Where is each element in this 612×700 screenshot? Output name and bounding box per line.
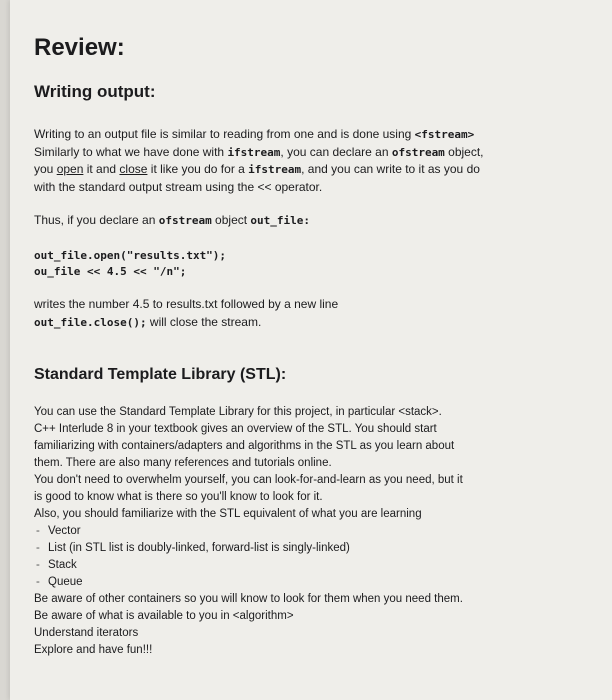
list-item: - Queue [34, 574, 574, 591]
stl-container-list [34, 523, 574, 591]
text: Thus, if you declare an [34, 213, 159, 227]
stl-line: familiarizing with containers/adapters and algorithms in the STL as you learn about [34, 440, 455, 452]
closing-line: Explore and have fun!!! [34, 644, 153, 656]
code-ofstream: ofstream [391, 145, 445, 159]
stl-line: You can use the Standard Template Library for this project, in particular <stack>. [34, 406, 442, 418]
stl-line: Also, you should familiarize with the STL equivalent of what you are learning [34, 508, 422, 520]
code-block [34, 248, 574, 280]
text: it like you do for a [147, 162, 249, 176]
stl-paragraph [34, 404, 574, 659]
page-title: Review: [34, 34, 125, 61]
text: , and you can write to it as you do [301, 162, 480, 176]
text: , you can declare an [280, 144, 392, 159]
intro-line-4: with the standard output stream using the << operator. [34, 179, 323, 194]
list-item: - List (in STL list is doubly-linked, forward-list is singly-linked) [34, 540, 574, 557]
list-item: - Vector [34, 523, 574, 540]
closing-line: Be aware of what is available to you in <algorithm> [34, 610, 294, 622]
text: object, [444, 144, 484, 159]
intro-line-1 [34, 126, 574, 144]
section-heading-writing-output: Writing output: [34, 82, 156, 101]
code-ofstream: ofstream [158, 214, 212, 227]
stl-line: C++ Interlude 8 in your textbook gives an overview of the STL. You should start [34, 423, 437, 435]
code-out-file: out_file: [250, 214, 311, 227]
text: object [211, 213, 251, 227]
stl-line: is good to know what is there so you'll know to look for it. [34, 491, 323, 503]
stl-line: them. There are also many references and tutorials online. [34, 457, 332, 469]
underlined-open: open [56, 162, 84, 176]
closing-line: Understand iterators [34, 627, 139, 639]
text: Writing to an output file is similar to reading from one and is done using [34, 127, 415, 141]
code-ifstream: ifstream [227, 145, 281, 159]
writes-paragraph [34, 296, 574, 331]
code-ifstream: ifstream [248, 163, 302, 176]
intro-line-2 [34, 144, 574, 162]
closing-line: Be aware of other containers so you will know to look for them when you need them. [34, 593, 463, 605]
intro-line-3 [34, 161, 574, 179]
writes-line-2 [34, 314, 574, 332]
declare-line [34, 212, 574, 230]
text: you [34, 162, 57, 176]
intro-paragraph [34, 126, 574, 196]
text: it and [83, 162, 120, 176]
text: will close the stream. [146, 314, 262, 329]
underlined-close: close [119, 162, 148, 176]
section-heading-stl: Standard Template Library (STL): [34, 366, 287, 383]
code-line-2: ou_file << 4.5 << "/n"; [34, 265, 187, 278]
writes-line-1: writes the number 4.5 to results.txt followed by a new line [34, 297, 339, 311]
document-page [10, 0, 612, 700]
code-line-1: out_file.open("results.txt"); [34, 249, 227, 262]
declare-paragraph [34, 212, 574, 230]
text: Similarly to what we have done with [34, 144, 228, 159]
list-item: - Stack [34, 557, 574, 574]
code-close: out_file.close(); [34, 315, 147, 329]
stl-line: You don't need to overwhelm yourself, you can look-for-and-learn as you need, but it [34, 474, 463, 486]
code-fstream: <fstream> [414, 128, 475, 141]
